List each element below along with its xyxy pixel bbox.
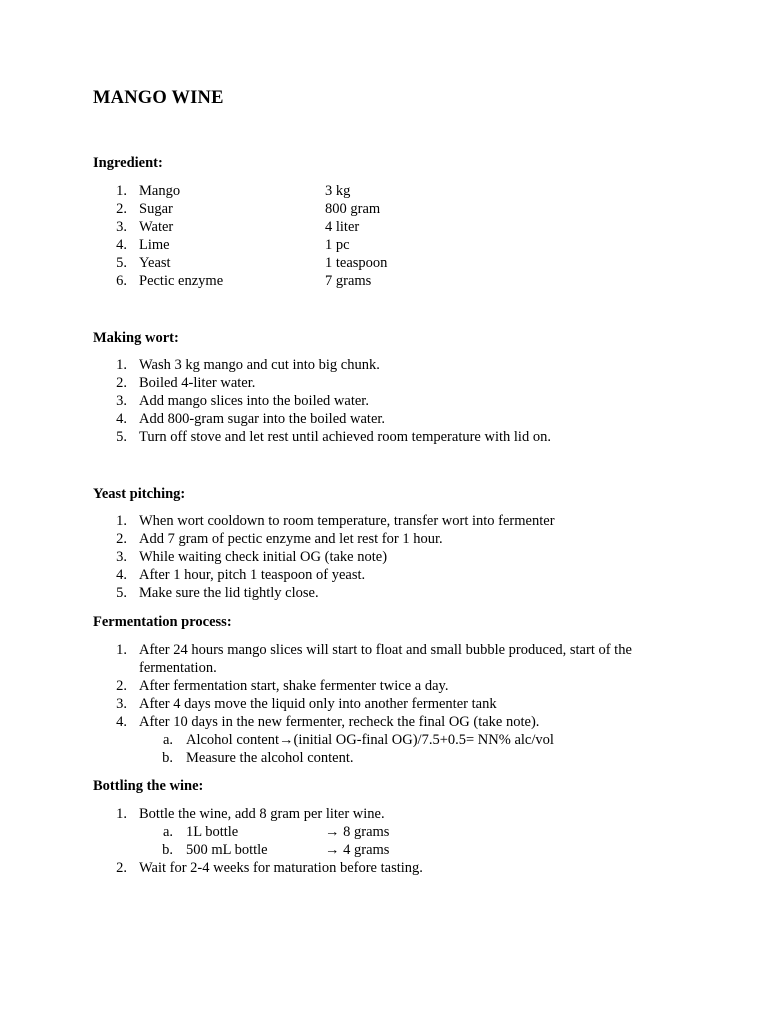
bottling-heading: Bottling the wine: bbox=[93, 778, 204, 794]
list-number: 3. bbox=[116, 549, 127, 565]
ingredient-qty: 7 grams bbox=[325, 273, 372, 289]
ingredient-name: Lime bbox=[139, 237, 170, 253]
step-text: After fermentation start, shake fermenter twice a day. bbox=[139, 678, 449, 694]
list-number: 4. bbox=[116, 714, 127, 730]
list-number: 4. bbox=[116, 237, 127, 253]
step-text: Turn off stove and let rest until achieved room temperature with lid on. bbox=[139, 429, 551, 445]
ingredient-name: Yeast bbox=[139, 255, 171, 271]
ingredient-name: Water bbox=[139, 219, 174, 235]
step-text: After 1 hour, pitch 1 teaspoon of yeast. bbox=[139, 567, 366, 583]
ingredient-qty: 1 pc bbox=[325, 237, 350, 253]
step-text: When wort cooldown to room temperature, transfer wort into fermenter bbox=[139, 513, 555, 529]
step-text: After 10 days in the new fermenter, recheck the final OG (take note). bbox=[139, 714, 540, 730]
list-number: 3. bbox=[116, 219, 127, 235]
step-text: Bottle the wine, add 8 gram per liter wine. bbox=[139, 806, 385, 822]
ingredients-heading: Ingredient: bbox=[93, 155, 163, 171]
list-number: 2. bbox=[116, 860, 127, 876]
sublist-letter: a. bbox=[162, 732, 173, 748]
substep-text: Alcohol content→(initial OG-final OG)/7.5+0.5= NN% alc/vol bbox=[186, 732, 554, 748]
wort-heading: Making wort: bbox=[93, 330, 179, 346]
step-text: Wash 3 kg mango and cut into big chunk. bbox=[139, 357, 380, 373]
step-text: After 24 hours mango slices will start to float and small bubble produced, start of the bbox=[139, 642, 632, 658]
list-number: 1. bbox=[116, 642, 127, 658]
ingredient-name: Mango bbox=[139, 183, 181, 199]
bottle-amount: → 8 grams bbox=[325, 824, 390, 840]
list-number: 5. bbox=[116, 429, 127, 445]
ingredient-qty: 800 gram bbox=[325, 201, 381, 217]
step-text: Add 7 gram of pectic enzyme and let rest for 1 hour. bbox=[139, 531, 443, 547]
list-number: 5. bbox=[116, 255, 127, 271]
list-number: 4. bbox=[116, 411, 127, 427]
list-number: 2. bbox=[116, 531, 127, 547]
step-text: After 4 days move the liquid only into another fermenter tank bbox=[139, 696, 497, 712]
list-number: 1. bbox=[116, 513, 127, 529]
ingredient-qty: 4 liter bbox=[325, 219, 360, 235]
list-number: 5. bbox=[116, 585, 127, 601]
bottle-size: 1L bottle bbox=[186, 824, 239, 840]
step-text-continued: fermentation. bbox=[139, 660, 217, 676]
fermentation-heading: Fermentation process: bbox=[93, 614, 232, 630]
bottle-size: 500 mL bottle bbox=[186, 842, 268, 858]
list-number: 2. bbox=[116, 201, 127, 217]
step-text: Wait for 2-4 weeks for maturation before tasting. bbox=[139, 860, 423, 876]
list-number: 1. bbox=[116, 183, 127, 199]
list-number: 2. bbox=[116, 375, 127, 391]
step-text: Add mango slices into the boiled water. bbox=[139, 393, 369, 409]
ingredient-name: Pectic enzyme bbox=[139, 273, 224, 289]
ingredient-name: Sugar bbox=[139, 201, 173, 217]
list-number: 3. bbox=[116, 696, 127, 712]
pitching-heading: Yeast pitching: bbox=[93, 486, 186, 502]
sublist-letter: b. bbox=[162, 750, 173, 766]
step-text: While waiting check initial OG (take note) bbox=[139, 549, 388, 565]
list-number: 1. bbox=[116, 806, 127, 822]
list-number: 2. bbox=[116, 678, 127, 694]
list-number: 6. bbox=[116, 273, 127, 289]
substep-text: Measure the alcohol content. bbox=[186, 750, 354, 766]
bottle-amount: → 4 grams bbox=[325, 842, 390, 858]
step-text: Boiled 4-liter water. bbox=[139, 375, 256, 391]
ingredient-qty: 1 teaspoon bbox=[325, 255, 388, 271]
step-text: Add 800-gram sugar into the boiled water. bbox=[139, 411, 386, 427]
step-text: Make sure the lid tightly close. bbox=[139, 585, 319, 601]
list-number: 1. bbox=[116, 357, 127, 373]
page-title: MANGO WINE bbox=[93, 88, 224, 108]
ingredient-qty: 3 kg bbox=[325, 183, 351, 199]
sublist-letter: b. bbox=[162, 842, 173, 858]
sublist-letter: a. bbox=[162, 824, 173, 840]
list-number: 3. bbox=[116, 393, 127, 409]
list-number: 4. bbox=[116, 567, 127, 583]
